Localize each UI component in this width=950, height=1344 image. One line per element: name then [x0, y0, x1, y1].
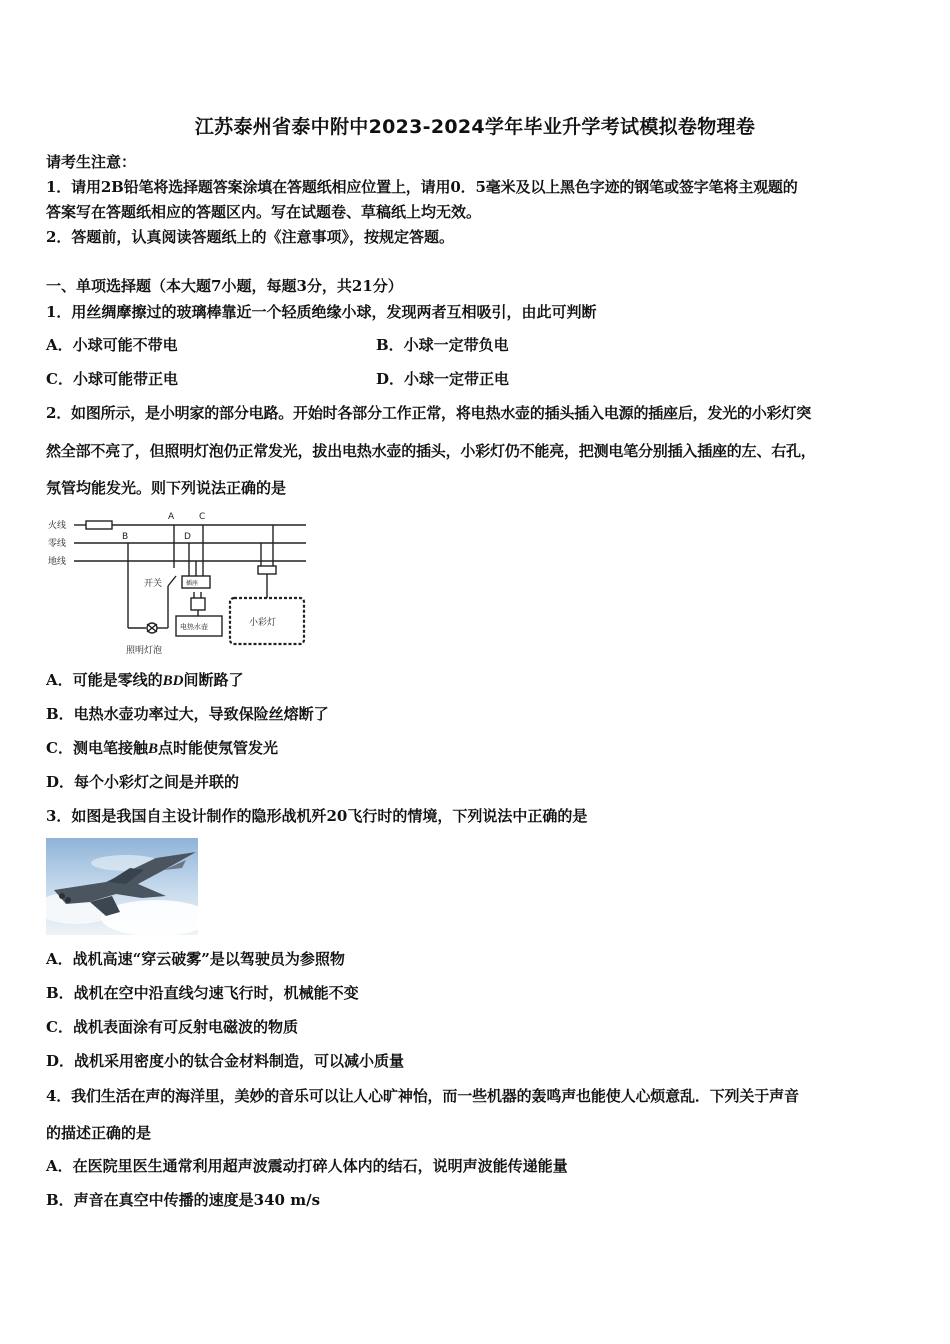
- q4-option-b: B．声音在真空中传播的速度是340 m/s: [46, 1191, 321, 1209]
- point-b-label: B: [122, 532, 129, 542]
- q2-stem-line-2: 然全部不亮了，但照明灯泡仍正常发光，拔出电热水壶的插头，小彩灯仍不能亮，把测电笔分别插入插座的左、右孔，: [46, 442, 816, 460]
- q1-option-a: A．小球可能不带电: [46, 336, 178, 354]
- notice-line-1a: 1．请用2B铅笔将选择题答案涂填在答题纸相应位置上，请用0．5毫米及以上黑色字迹的钢笔或签字笔将主观题的: [46, 178, 798, 196]
- q2-option-c-post: 点时能使氖管发光: [157, 739, 278, 757]
- page-title: 江苏泰州省泰中附中2023-2024学年毕业升学考试模拟卷物理卷: [194, 116, 756, 138]
- q3-option-a: A．战机高速“穿云破雾”是以驾驶员为参照物: [46, 950, 345, 968]
- q2-option-a-post: 间断路了: [183, 671, 244, 689]
- q2-stem-line-1: 2．如图所示，是小明家的部分电路。开始时各部分工作正常，将电热水壶的插头插入电源的插座后，发光的小彩灯突: [46, 404, 812, 422]
- q4-stem-line-1: 4．我们生活在声的海洋里，美妙的音乐可以让人心旷神怡，而一些机器的轰鸣声也能使人心烦意乱．下列关于声音: [46, 1087, 799, 1105]
- q4-option-a: A．在医院里医生通常利用超声波震动打碎人体内的结石，说明声波能传递能量: [46, 1157, 568, 1175]
- bulb-label: 照明灯泡: [126, 646, 163, 656]
- q4-stem-line-2: 的描述正确的是: [46, 1124, 152, 1142]
- ground-wire-label: 地线: [48, 557, 67, 567]
- q3-option-b: B．战机在空中沿直线匀速飞行时，机械能不变: [46, 984, 359, 1002]
- notice-line-2: 2．答题前，认真阅读答题纸上的《注意事项》，按规定答题。: [46, 228, 454, 246]
- point-a-label: A: [168, 512, 175, 522]
- lights-label: 小彩灯: [249, 618, 277, 628]
- q2-option-d: D．每个小彩灯之间是并联的: [46, 773, 240, 791]
- q2-stem-line-3: 氖管均能发光。则下列说法正确的是: [46, 479, 287, 497]
- q1-option-b: B．小球一定带负电: [376, 336, 509, 354]
- q2-option-b: B．电热水壶功率过大，导致保险丝熔断了: [46, 705, 329, 723]
- q3-option-c: C．战机表面涂有可反射电磁波的物质: [46, 1018, 298, 1036]
- q1-stem: 1．用丝绸摩擦过的玻璃棒靠近一个轻质绝缘小球，发现两者互相吸引，由此可判断: [46, 303, 597, 321]
- q1-option-c: C．小球可能带正电: [46, 370, 178, 388]
- point-c-label: C: [199, 512, 206, 522]
- q2-option-c-var: B: [147, 741, 158, 757]
- q2-option-a-var: BD: [162, 673, 184, 689]
- point-d-label: D: [184, 532, 191, 542]
- q2-option-a-pre: A．可能是零线的: [46, 671, 163, 689]
- circuit-diagram: [46, 508, 314, 658]
- switch-label: 开关: [144, 579, 163, 589]
- kettle-label: 电热水壶: [180, 623, 208, 631]
- q2-option-c: [46, 738, 278, 759]
- q3-option-d: D．战机采用密度小的钛合金材料制造，可以减小质量: [46, 1052, 405, 1070]
- neutral-wire-label: 零线: [48, 539, 67, 549]
- live-wire-label: 火线: [48, 521, 67, 531]
- q2-option-c-pre: C．测电笔接触: [46, 739, 148, 757]
- q3-stem: 3．如图是我国自主设计制作的隐形战机歼20飞行时的情境，下列说法中正确的是: [46, 807, 588, 825]
- q1-option-d: D．小球一定带正电: [376, 370, 510, 388]
- socket-label: 插座: [186, 580, 199, 587]
- section-heading: 一、单项选择题（本大题7小题，每题3分，共21分）: [46, 277, 403, 295]
- notice-heading: 请考生注意：: [46, 153, 137, 171]
- notice-line-1b: 答案写在答题纸相应的答题区内。写在试题卷、草稿纸上均无效。: [46, 203, 482, 221]
- q2-option-a: [46, 670, 244, 691]
- fighter-jet-photo: [46, 838, 198, 935]
